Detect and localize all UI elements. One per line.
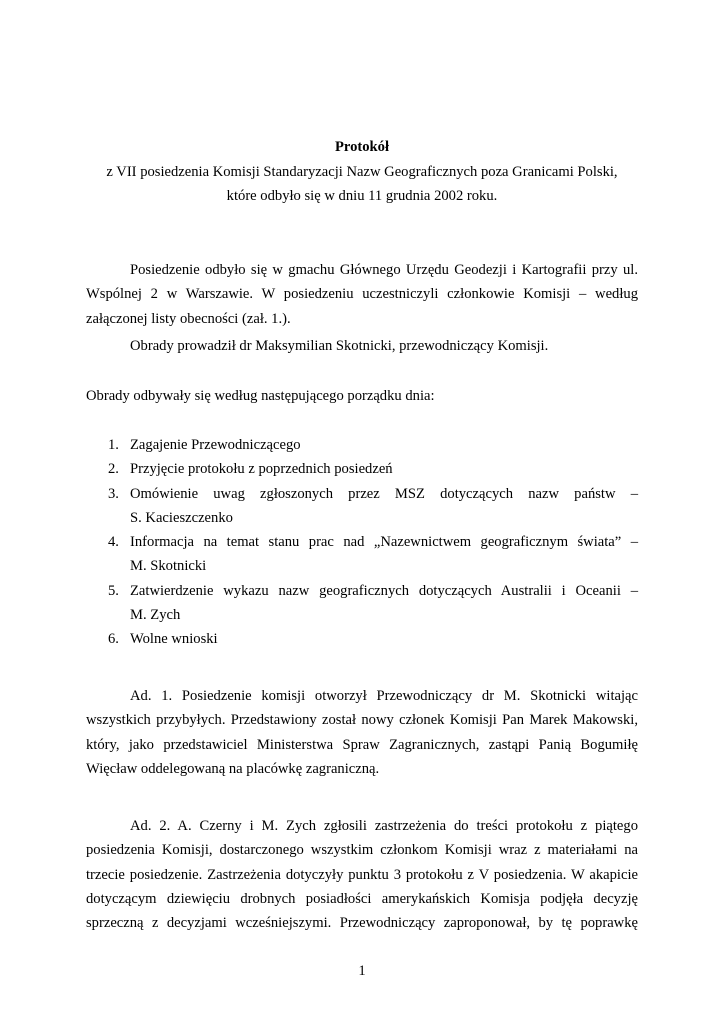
title-block [86, 135, 638, 209]
agenda-item-number: 1. [108, 437, 119, 453]
chair-line: Obrady prowadził dr Maksymilian Skotnicki, przewodniczący Komisji. [130, 338, 549, 354]
intro-paragraph-1 [86, 258, 638, 331]
agenda-item-number: 5. [108, 582, 119, 599]
document-subtitle-line-2: które odbyło się w dniu 11 grudnia 2002 roku. [226, 188, 498, 204]
agenda-item-text: Zatwierdzenie wykazu nazw geograficznych dotyczących Australii i Oceanii – [130, 582, 638, 599]
document-subtitle-line-1: z VII posiedzenia Komisji Standaryzacji Nazw Geograficznych poza Granicami Polski, [106, 163, 618, 180]
ad2-line-5: sprzeczną z decyzjami wcześniejszymi. Przewodniczący zaproponował, by tę poprawkę [86, 915, 638, 932]
ad1-line-1: Ad. 1. Posiedzenie komisji otworzył Przewodniczący dr M. Skotnicki witając [130, 688, 638, 704]
agenda-list [86, 433, 638, 652]
ad2-line-1: Ad. 2. A. Czerny i M. Zych zgłosili zastrzeżenia do treści protokołu z piątego [130, 818, 638, 834]
agenda-intro-text: Obrady odbywały się według następującego porządku dnia: [86, 388, 435, 404]
agenda-item-owner: M. Skotnicki [130, 558, 207, 575]
agenda-item-number: 4. [108, 534, 119, 551]
page-number: 1 [358, 963, 366, 979]
intro-line-1: Posiedzenie odbyło się w gmachu Głównego Urzędu Geodezji i Kartografii przy ul. [130, 262, 638, 278]
intro-line-2: Wspólnej 2 w Warszawie. W posiedzeniu uczestniczyli członkowie Komisji – według [86, 286, 638, 303]
agenda-item-text: Przyjęcie protokołu z poprzednich posiedzeń [130, 461, 393, 478]
agenda-item-text: Zagajenie Przewodniczącego [130, 437, 301, 453]
ad1-line-3: który, jako przedstawiciel Ministerstwa Spraw Zagranicznych, zastąpi Panią Bogumiłę [86, 736, 638, 753]
agenda-item-number: 2. [108, 461, 119, 478]
ad1-line-2: wszystkich przybyłych. Przedstawiony został nowy członek Komisji Pan Marek Makowski, [86, 712, 638, 729]
agenda-item [86, 457, 638, 481]
agenda-item-text: Informacja na temat stanu prac nad „Nazewnictwem geograficznym świata” – [130, 534, 638, 551]
ad2-paragraph [86, 814, 638, 935]
agenda-intro [86, 384, 638, 408]
ad2-line-3: trzecie posiedzenie. Zastrzeżenia dotyczyły punktu 3 protokołu z V posiedzenia. W akapicie [86, 866, 638, 883]
agenda-item-text: Omówienie uwag zgłoszonych przez MSZ dotyczących nazw państw – [130, 485, 638, 502]
agenda-item [86, 433, 638, 457]
agenda-item [86, 627, 638, 651]
agenda-item-number: 6. [108, 631, 119, 648]
agenda-item [86, 530, 638, 579]
agenda-item-number: 3. [108, 485, 119, 502]
agenda-item-text: Wolne wnioski [130, 631, 218, 648]
ad2-line-4: dotyczącym dziewięciu drobnych posiadłości amerykańskich Komisja podjęła decyzję [86, 890, 638, 907]
ad1-paragraph [86, 684, 638, 781]
agenda-item [86, 579, 638, 628]
agenda-item-owner: S. Kacieszczenko [130, 509, 233, 526]
intro-paragraph-2 [86, 334, 638, 358]
agenda-item-owner: M. Zych [130, 607, 181, 624]
document-title: Protokół [334, 139, 390, 155]
intro-line-3: załączonej listy obecności (zał. 1.). [86, 310, 291, 327]
ad1-line-4: Więcław oddelegowaną na placówkę zagraniczną. [86, 760, 380, 777]
agenda-item [86, 482, 638, 531]
ad2-line-2: posiedzenia Komisji, dostarczonego wszystkim członkom Komisji wraz z materiałami na [86, 842, 638, 859]
